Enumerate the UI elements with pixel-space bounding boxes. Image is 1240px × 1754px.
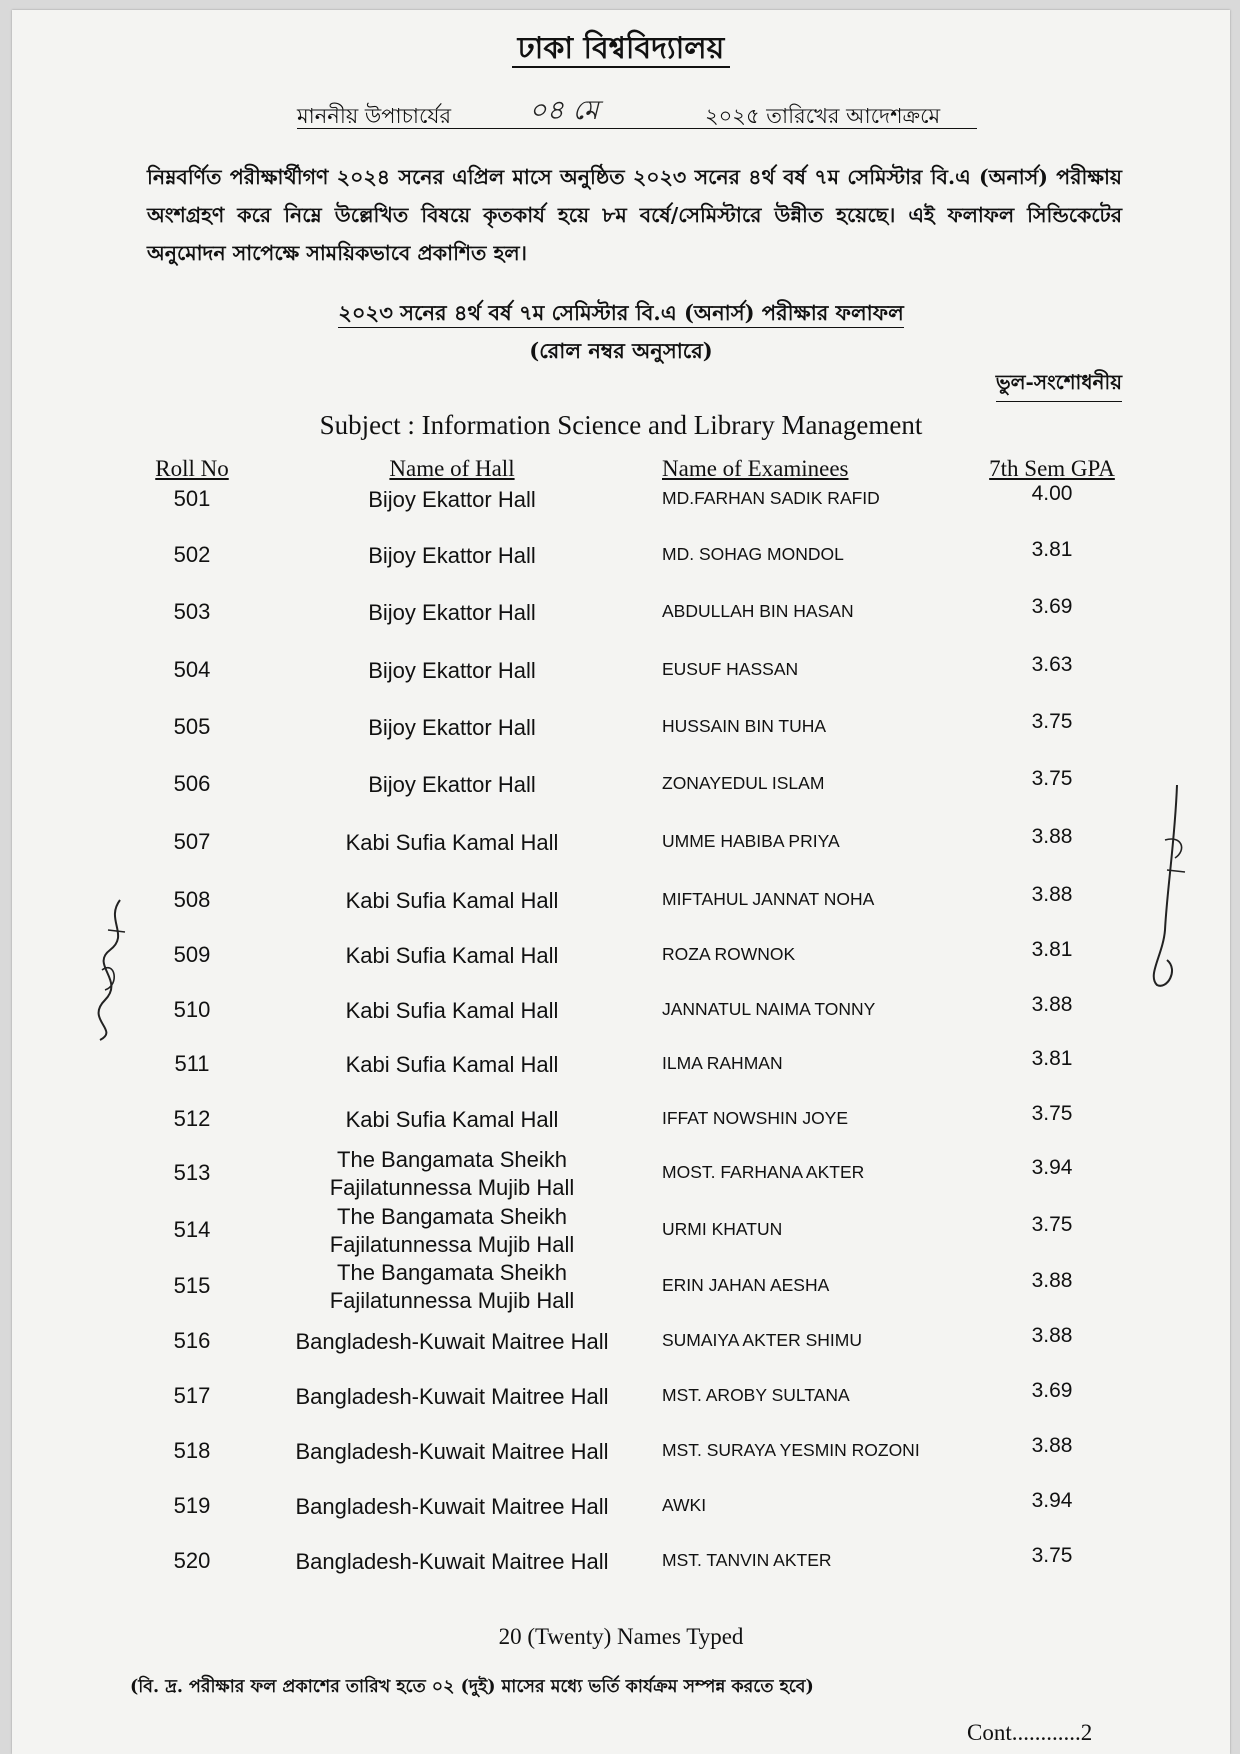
examinee-name: HUSSAIN BIN TUHA: [662, 716, 827, 736]
hall-name: Bijoy Ekattor Hall: [368, 487, 536, 512]
hall-name: [252, 1203, 652, 1259]
roll-number: 514: [173, 1217, 211, 1242]
hall-name: Kabi Sufia Kamal Hall: [345, 943, 559, 968]
examinee-name: SUMAIYA AKTER SHIMU: [662, 1330, 862, 1350]
table-row: [12, 873, 1230, 923]
hall-name: Kabi Sufia Kamal Hall: [345, 830, 559, 855]
hall-name-line2: Fajilatunnessa Mujib Hall: [329, 1232, 575, 1257]
roll-number: 504: [173, 657, 211, 682]
examinee-name: IFFAT NOWSHIN JOYE: [662, 1108, 849, 1128]
continued-marker: Cont............2: [967, 1720, 1093, 1745]
university-title: ঢাকা বিশ্ববিদ্যালয়: [12, 24, 1230, 75]
gpa-value: 3.75: [1031, 1544, 1073, 1567]
hall-name: Bangladesh-Kuwait Maitree Hall: [295, 1384, 609, 1409]
roll-number: 513: [173, 1160, 211, 1185]
roll-number: 518: [173, 1438, 211, 1463]
hall-name: Bijoy Ekattor Hall: [368, 715, 536, 740]
hall-name: [252, 1146, 652, 1202]
examinee-name: ABDULLAH BIN HASAN: [662, 601, 854, 621]
examinee-name: MOST. FARHANA AKTER: [662, 1162, 865, 1182]
hall-name-line2: Fajilatunnessa Mujib Hall: [329, 1175, 575, 1200]
roll-number: 520: [173, 1548, 211, 1573]
hall-name: Kabi Sufia Kamal Hall: [345, 998, 559, 1023]
gpa-value: 3.69: [1031, 1379, 1073, 1402]
examinee-name: ILMA RAHMAN: [662, 1053, 783, 1073]
hall-name: Kabi Sufia Kamal Hall: [345, 1107, 559, 1132]
hall-name: Bangladesh-Kuwait Maitree Hall: [295, 1439, 609, 1464]
gpa-value: 3.75: [1031, 1213, 1073, 1236]
intro-paragraph: নিম্নবর্ণিত পরীক্ষার্থীগণ ২০২৪ সনের এপ্রিল মাসে অনুষ্ঠিত ২০২৩ সনের ৪র্থ বর্ষ ৭ম সেমিস্টার বি.এ (অনার্স) পরীক্ষায় অংশগ্রহণ করে নিম্নে উল্লেখিত বিষয়ে কৃতকার্য হয়ে ৮ম বর্ষে/সেমিস্টারে উন্নীত হয়েছে। এই ফলাফল সিন্ডিকেটের অনুমোদন সাপেক্ষে সাময়িকভাবে প্রকাশিত হল।: [147, 165, 1122, 265]
table-row: [12, 1146, 1230, 1200]
table-row: [12, 1092, 1230, 1142]
gpa-value: 3.75: [1031, 710, 1073, 733]
order-line: [297, 95, 977, 129]
table-row: [12, 1259, 1230, 1313]
subject-line: Subject : Information Science and Library Management: [319, 410, 923, 440]
hall-name: [252, 1259, 652, 1315]
header-name: Name of Examinees: [662, 456, 849, 481]
examinee-name: AWKI: [662, 1495, 707, 1515]
table-row: [12, 815, 1230, 865]
examinee-name: MST. AROBY SULTANA: [662, 1385, 850, 1405]
table-row: [12, 643, 1230, 693]
result-title: ২০২৩ সনের ৪র্থ বর্ষ ৭ম সেমিস্টার বি.এ (অনার্স) পরীক্ষার ফলাফল: [12, 297, 1230, 332]
gpa-value: 3.69: [1031, 595, 1073, 618]
order-prefix: মাননীয় উপাচার্যের: [297, 104, 452, 128]
gpa-value: 3.75: [1031, 1102, 1073, 1125]
right-margin-signature: [1137, 780, 1207, 1000]
roll-number: 505: [173, 714, 211, 739]
left-margin-signature: [80, 890, 140, 1050]
gpa-value: 3.94: [1031, 1156, 1073, 1179]
table-row: [12, 757, 1230, 807]
handwritten-date: ০৪ মে: [529, 95, 599, 126]
examinee-name: ZONAYEDUL ISLAM: [662, 773, 825, 793]
examinee-name: UMME HABIBA PRIYA: [662, 831, 840, 851]
examinee-name: ERIN JAHAN AESHA: [662, 1275, 830, 1295]
table-row: [12, 1534, 1230, 1584]
examinee-name: MIFTAHUL JANNAT NOHA: [662, 889, 875, 909]
table-row: [12, 700, 1230, 750]
gpa-value: 3.88: [1031, 883, 1073, 906]
gpa-value: 3.63: [1031, 653, 1073, 676]
order-suffix: ২০২৫ তারিখের আদেশক্রমে: [705, 104, 941, 128]
examinee-name: MD.FARHAN SADIK RAFID: [662, 488, 880, 508]
hall-name-line1: The Bangamata Sheikh: [337, 1147, 567, 1172]
hall-name: Kabi Sufia Kamal Hall: [345, 888, 559, 913]
hall-name: Bijoy Ekattor Hall: [368, 658, 536, 683]
table-row: [12, 472, 1230, 522]
table-row: [12, 1037, 1230, 1087]
examinee-name: JANNATUL NAIMA TONNY: [662, 999, 876, 1019]
roll-number: 517: [173, 1383, 211, 1408]
table-row: [12, 1369, 1230, 1419]
gpa-value: 3.88: [1031, 1434, 1073, 1457]
roll-number: 508: [173, 887, 211, 912]
roll-number: 501: [173, 486, 211, 511]
table-row: [12, 1314, 1230, 1364]
gpa-value: 3.88: [1031, 993, 1073, 1016]
document-page: [12, 10, 1230, 1754]
admission-note: (বি. দ্র. পরীক্ষার ফল প্রকাশের তারিখ হতে ০২ (দুই) মাসের মধ্যে ভর্তি কার্যক্রম সম্পন্ন করতে হবে): [130, 1677, 814, 1697]
roll-number: 515: [173, 1273, 211, 1298]
roll-number: 502: [173, 542, 211, 567]
hall-name: Bijoy Ekattor Hall: [368, 543, 536, 568]
hall-name: Bangladesh-Kuwait Maitree Hall: [295, 1329, 609, 1354]
roll-number: 516: [173, 1328, 211, 1353]
roll-number: 512: [173, 1106, 211, 1131]
hall-name: Bijoy Ekattor Hall: [368, 600, 536, 625]
examinee-name: URMI KHATUN: [662, 1219, 783, 1239]
hall-name-line1: The Bangamata Sheikh: [337, 1260, 567, 1285]
roll-number: 507: [173, 829, 211, 854]
gpa-value: 4.00: [1031, 482, 1073, 505]
table-row: [12, 983, 1230, 1033]
hall-name: Bijoy Ekattor Hall: [368, 772, 536, 797]
result-subtitle: (রোল নম্বর অনুসারে): [529, 338, 713, 363]
table-row: [12, 1203, 1230, 1257]
names-typed: 20 (Twenty) Names Typed: [498, 1624, 744, 1649]
roll-number: 511: [174, 1051, 210, 1076]
gpa-value: 3.88: [1031, 1269, 1073, 1292]
gpa-value: 3.81: [1031, 1047, 1073, 1070]
table-row: [12, 928, 1230, 978]
examinee-name: MD. SOHAG MONDOL: [662, 544, 844, 564]
header-gpa: 7th Sem GPA: [989, 456, 1115, 481]
examinee-name: MST. SURAYA YESMIN ROZONI: [662, 1440, 920, 1460]
hall-name-line1: The Bangamata Sheikh: [337, 1204, 567, 1229]
roll-number: 503: [173, 599, 211, 624]
roll-number: 519: [173, 1493, 211, 1518]
roll-number: 510: [173, 997, 211, 1022]
examinee-name: ROZA ROWNOK: [662, 944, 796, 964]
hall-name-line2: Fajilatunnessa Mujib Hall: [329, 1288, 575, 1313]
header-hall: Name of Hall: [389, 456, 515, 481]
gpa-value: 3.81: [1031, 538, 1073, 561]
hall-name: Kabi Sufia Kamal Hall: [345, 1052, 559, 1077]
correction-note: ভুল-সংশোধনীয়: [996, 368, 1122, 402]
table-row: [12, 1424, 1230, 1474]
examinee-name: EUSUF HASSAN: [662, 659, 799, 679]
hall-name: Bangladesh-Kuwait Maitree Hall: [295, 1494, 609, 1519]
roll-number: 509: [173, 942, 211, 967]
examinee-name: MST. TANVIN AKTER: [662, 1550, 832, 1570]
table-row: [12, 528, 1230, 578]
gpa-value: 3.75: [1031, 767, 1073, 790]
gpa-value: 3.94: [1031, 1489, 1073, 1512]
table-row: [12, 585, 1230, 635]
hall-name: Bangladesh-Kuwait Maitree Hall: [295, 1549, 609, 1574]
table-row: [12, 1479, 1230, 1529]
gpa-value: 3.88: [1031, 1324, 1073, 1347]
gpa-value: 3.88: [1031, 825, 1073, 848]
header-roll: Roll No: [155, 456, 229, 481]
gpa-value: 3.81: [1031, 938, 1073, 961]
roll-number: 506: [173, 771, 211, 796]
